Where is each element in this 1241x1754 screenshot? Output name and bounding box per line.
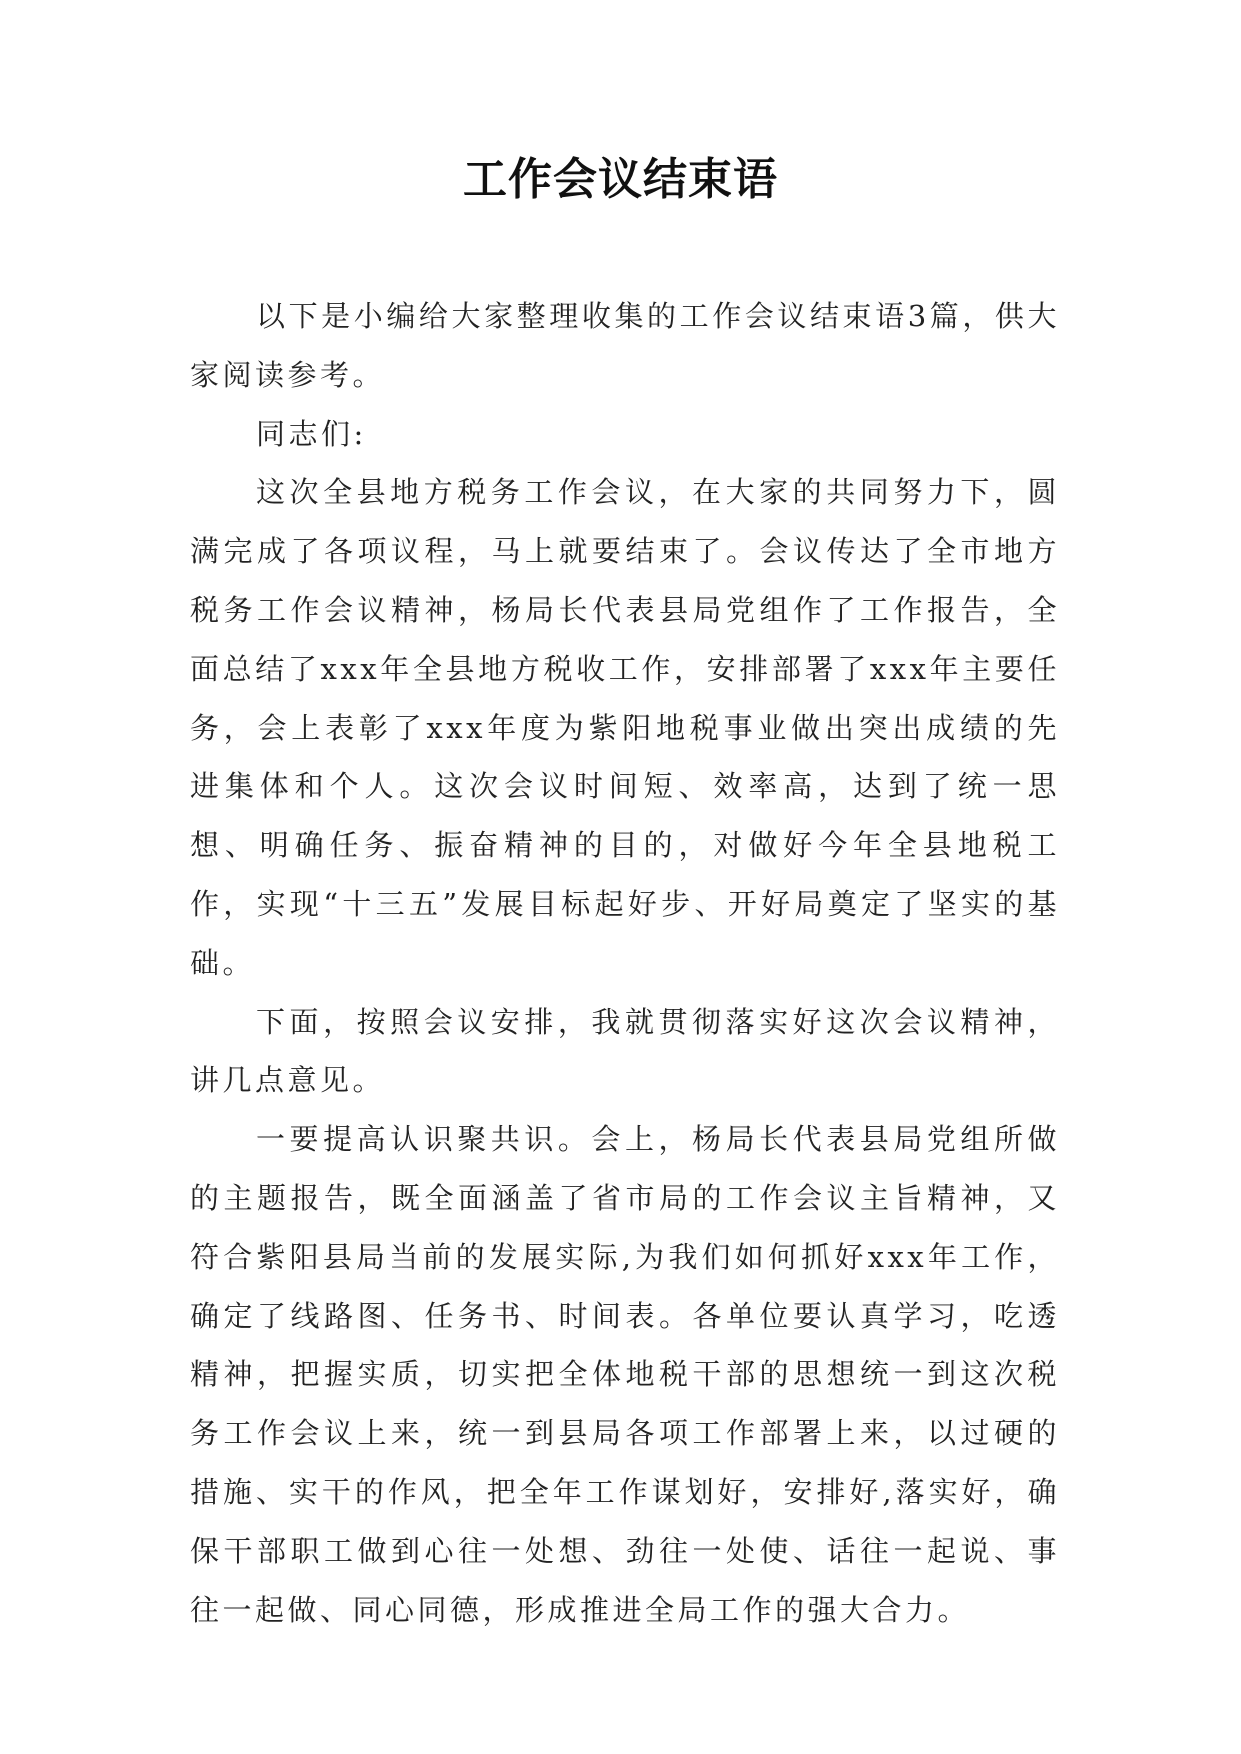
document-title: 工作会议结束语 bbox=[463, 154, 778, 205]
paragraph-salutation: 同志们: bbox=[256, 416, 367, 451]
paragraph-transition: 下面，按照会议安排，我就贯彻落实好这次会议精神，讲几点意见。 bbox=[190, 1004, 1060, 1098]
document-body bbox=[190, 287, 1060, 1639]
paragraph-intro: 以下是小编给大家整理收集的工作会议结束语3篇，供大家阅读参考。 bbox=[190, 299, 1060, 392]
paragraph-meeting-summary: 这次全县地方税务工作会议，在大家的共同努力下，圆满完成了各项议程，马上就要结束了。会议传达了全市地方税务工作会议精神，杨局长代表县局党组作了工作报告，全面总结了xxx年全县地方税收工作，安排部署了xxx年主要任务，会上表彰了xxx年度为紫阳地税事业做出突出成绩的先进集体和个人。这次会议时间短、效率高，达到了统一思想、明确任务、振奋精神的目的，对做好今年全县地税工作，实现“十三五”发展目标起好步、开好局奠定了坚实的基础。 bbox=[190, 475, 1060, 980]
paragraph-point-one: 一要提高认识聚共识。会上，杨局长代表县局党组所做的主题报告，既全面涵盖了省市局的工作会议主旨精神，又符合紫阳县局当前的发展实际,为我们如何抓好xxx年工作，确定了线路图、任务书、时间表。各单位要认真学习，吃透精神，把握实质，切实把全体地税干部的思想统一到这次税务工作会议上来，统一到县局各项工作部署上来，以过硬的措施、实干的作风，把全年工作谋划好，安排好,落实好，确保干部职工做到心往一处想、劲往一处使、话往一起说、事往一起做、同心同德，形成推进全局工作的强大合力。 bbox=[190, 1122, 1060, 1627]
